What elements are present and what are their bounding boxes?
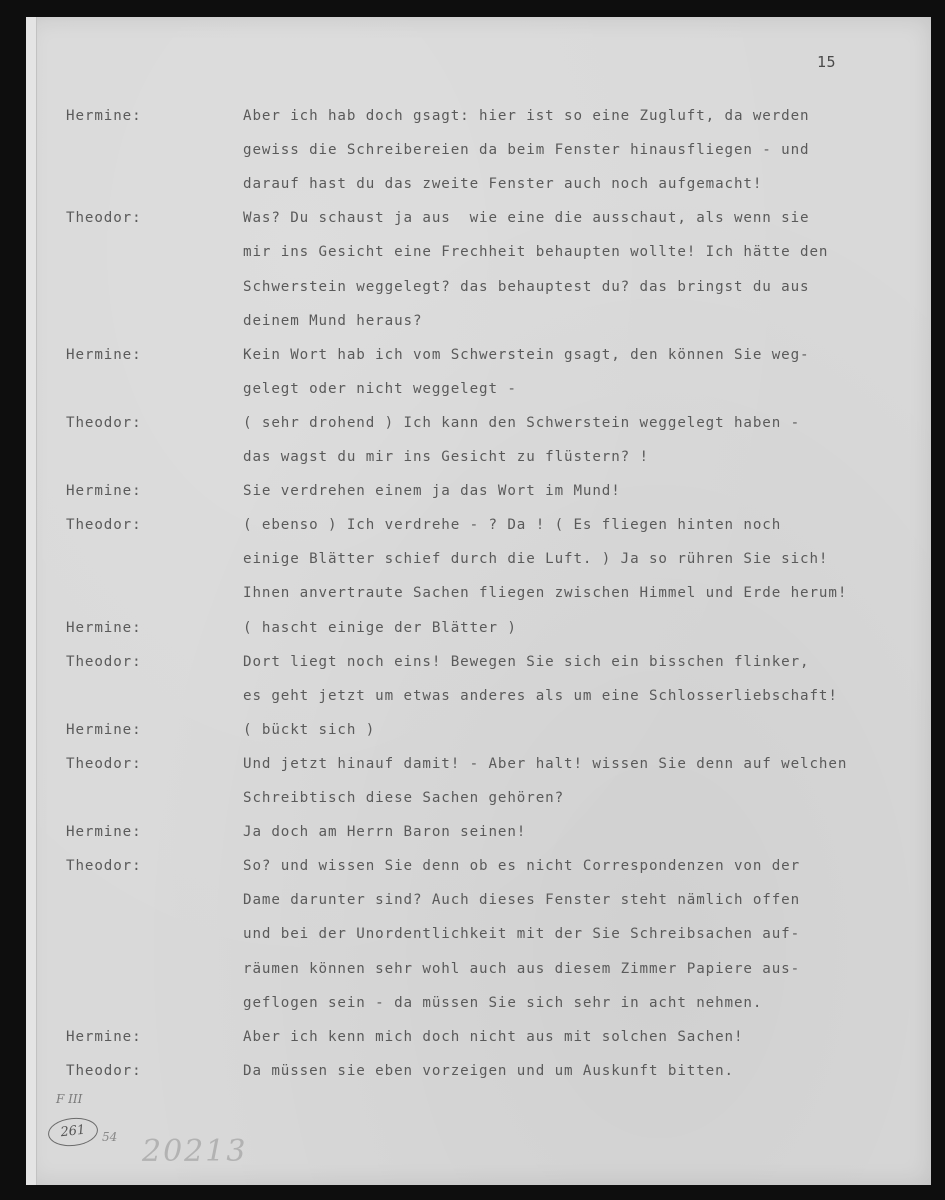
- dialogue-line: Dort liegt noch eins! Bewegen Sie sich ein bisschen flinker,: [243, 654, 810, 670]
- speaker-label: Theodor:: [66, 210, 142, 226]
- dialogue-line: darauf hast du das zweite Fenster auch noch aufgemacht!: [243, 176, 763, 192]
- dialogue-line: Schreibtisch diese Sachen gehören?: [243, 790, 565, 806]
- dialogue-line: gelegt oder nicht weggelegt -: [243, 381, 517, 397]
- archive-roman-numeral: F III: [56, 1092, 83, 1106]
- dialogue-line: mir ins Gesicht eine Frechheit behaupten wollte! Ich hätte den: [243, 244, 829, 260]
- speaker-label: Theodor:: [66, 654, 142, 670]
- dialogue-line: Schwerstein weggelegt? das behauptest du? das bringst du aus: [243, 279, 810, 295]
- dialogue-line: Sie verdrehen einem ja das Wort im Mund!: [243, 483, 621, 499]
- paper-edge: [26, 17, 37, 1185]
- speaker-label: Theodor:: [66, 415, 142, 431]
- archive-marks: [40, 1092, 280, 1182]
- speaker-label: Theodor:: [66, 858, 142, 874]
- speaker-label: Hermine:: [66, 1029, 142, 1045]
- archive-small-number: 54: [102, 1130, 118, 1144]
- dialogue-line: Ihnen anvertraute Sachen fliegen zwischen Himmel und Erde herum!: [243, 585, 848, 601]
- dialogue-line: ( ebenso ) Ich verdrehe - ? Da ! ( Es fliegen hinten noch: [243, 517, 782, 533]
- dialogue-line: Kein Wort hab ich vom Schwerstein gsagt, den können Sie weg-: [243, 347, 810, 363]
- page-number: 15: [817, 53, 837, 71]
- archive-handwritten-number: 20213: [142, 1134, 248, 1169]
- dialogue-line: ( sehr drohend ) Ich kann den Schwerstein weggelegt haben -: [243, 415, 801, 431]
- speaker-label: Hermine:: [66, 824, 142, 840]
- dialogue-line: So? und wissen Sie denn ob es nicht Correspondenzen von der: [243, 858, 801, 874]
- dialogue-line: Ja doch am Herrn Baron seinen!: [243, 824, 527, 840]
- dialogue-line: Und jetzt hinauf damit! - Aber halt! wissen Sie denn auf welchen: [243, 756, 848, 772]
- dialogue-line: ( bückt sich ): [243, 722, 376, 738]
- dialogue-line: ( hascht einige der Blätter ): [243, 620, 517, 636]
- speaker-label: Hermine:: [66, 108, 142, 124]
- speaker-label: Theodor:: [66, 1063, 142, 1079]
- dialogue-line: Aber ich hab doch gsagt: hier ist so eine Zugluft, da werden: [243, 108, 810, 124]
- dialogue-line: räumen können sehr wohl auch aus diesem Zimmer Papiere aus-: [243, 961, 801, 977]
- dialogue-line: Was? Du schaust ja aus wie eine die ausschaut, als wenn sie: [243, 210, 810, 226]
- dialogue-line: einige Blätter schief durch die Luft. ) Ja so rühren Sie sich!: [243, 551, 829, 567]
- dialogue-line: Aber ich kenn mich doch nicht aus mit solchen Sachen!: [243, 1029, 744, 1045]
- dialogue-line: Da müssen sie eben vorzeigen und um Auskunft bitten.: [243, 1063, 734, 1079]
- dialogue-line: Dame darunter sind? Auch dieses Fenster steht nämlich offen: [243, 892, 801, 908]
- dialogue-line: es geht jetzt um etwas anderes als um eine Schlosserliebschaft!: [243, 688, 838, 704]
- dialogue-line: geflogen sein - da müssen Sie sich sehr in acht nehmen.: [243, 995, 763, 1011]
- speaker-label: Theodor:: [66, 756, 142, 772]
- dialogue-line: gewiss die Schreibereien da beim Fenster hinausfliegen - und: [243, 142, 810, 158]
- archive-circled-number: 261: [47, 1115, 100, 1148]
- dialogue-line: deinem Mund heraus?: [243, 313, 423, 329]
- dialogue-line: und bei der Unordentlichkeit mit der Sie Schreibsachen auf-: [243, 926, 801, 942]
- speaker-label: Theodor:: [66, 517, 142, 533]
- speaker-label: Hermine:: [66, 722, 142, 738]
- speaker-label: Hermine:: [66, 483, 142, 499]
- speaker-label: Hermine:: [66, 620, 142, 636]
- dialogue-line: das wagst du mir ins Gesicht zu flüstern? !: [243, 449, 649, 465]
- speaker-label: Hermine:: [66, 347, 142, 363]
